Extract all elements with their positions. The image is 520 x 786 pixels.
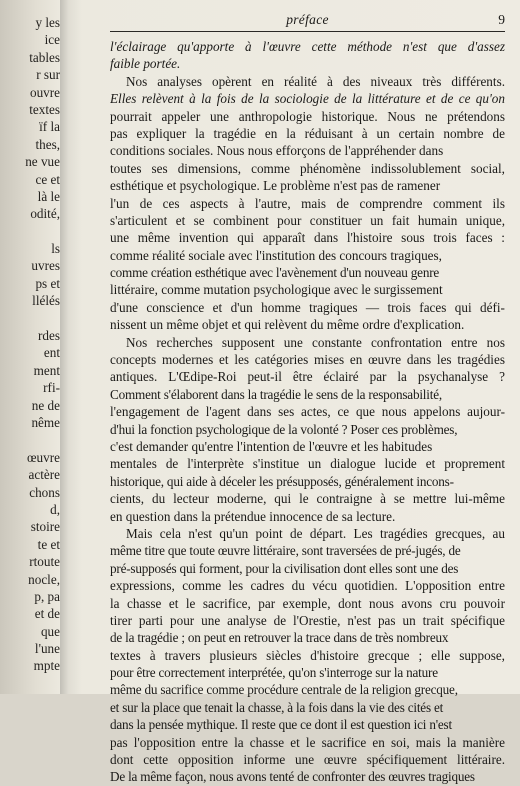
left-fragment-line: chons xyxy=(29,484,60,500)
text-line: en question dans la prétendue innocence de sa lecture. xyxy=(110,508,396,524)
text-line: une même invention qui apparaît dans l'histoire sous trois faces : xyxy=(110,230,505,246)
text-line: c'est demander qu'entre l'intention de l'œuvre et les habitudes xyxy=(110,438,433,454)
text-line: pas expliquer la tragédie en la réduisant à un certain nombre de xyxy=(110,125,505,141)
left-fragment-line: ment xyxy=(33,362,60,378)
left-page-text-fragments xyxy=(4,14,60,675)
text-line: d'hui la fonction psychologique de la volonté ? Poser ces problèmes, xyxy=(110,421,458,437)
left-fragment-line: rdes xyxy=(38,328,60,344)
left-fragment-line: ls xyxy=(51,241,60,257)
left-fragment-line: ent xyxy=(43,345,60,361)
left-fragment-line: actère xyxy=(28,467,60,483)
text-line: concepts modernes et les catégories mises en œuvre dans les tragédies xyxy=(110,352,505,368)
left-fragment-line: r sur xyxy=(36,67,60,83)
text-line: de la tragédie ; on peut en retrouver la trace dans de très nombreux xyxy=(110,630,449,646)
left-fragment-line: ïf la xyxy=(39,119,60,135)
left-fragment-line: ouvre xyxy=(29,84,60,100)
text-line: tirer parti pour une analyse de l'Orestie, n'est pas un trait spécifique xyxy=(110,612,505,628)
left-fragment-line: tables xyxy=(29,49,60,65)
text-line: d'une conscience et d'un homme tragiques — trois faces qui défi- xyxy=(110,299,505,315)
text-line: comme réalité sociale avec l'institution des concours tragiques, xyxy=(110,247,442,263)
left-fragment-line xyxy=(4,431,60,448)
text-line: s'articulent et se combinent pour constituer un fait humain unique, xyxy=(110,212,505,228)
left-fragment-line: uvres xyxy=(31,258,60,274)
left-fragment-line: llélés xyxy=(32,293,60,309)
left-fragment-line: y les xyxy=(35,15,60,30)
text-line: comme création esthétique avec l'avènement d'un nouveau genre xyxy=(110,265,440,281)
book-gutter-shadow xyxy=(60,0,82,694)
text-line: même titre que toute œuvre littéraire, sont traversées de pré-jugés, de xyxy=(110,543,461,559)
text-line: Nos recherches supposent une constante confrontation entre nos xyxy=(126,334,505,350)
left-fragment-line: nocle, xyxy=(28,571,60,587)
text-line: littéraire, comme mutation psychologique avec le surgissement xyxy=(110,282,443,298)
text-line: l'un de ces aspects à l'autre, mais de comprendre comment ils xyxy=(110,195,505,211)
text-line: esthétique et psychologique. Le problème n'est pas de ramener xyxy=(110,178,441,194)
text-line: dont cette opposition informe une œuvre spécifiquement littéraire. xyxy=(110,752,505,768)
text-line: pourrait appeler une anthropologie historique. Nous ne prétendons xyxy=(110,108,505,124)
left-fragment-line: ce et xyxy=(35,171,60,187)
left-fragment-line: odité, xyxy=(30,206,60,222)
left-fragment-line: que xyxy=(40,623,60,639)
text-line: même du sacrifice comme procédure centrale de la religion grecque, xyxy=(110,682,458,698)
right-page xyxy=(84,0,520,785)
text-line: l'éclairage qu'apporte à l'œuvre cette méthode n'est que d'assez xyxy=(110,39,505,54)
left-fragment-line: ps et xyxy=(35,275,60,291)
left-fragment-line: ne vue xyxy=(25,154,60,170)
left-fragment-line: d, xyxy=(50,501,60,517)
text-line: l'engagement de l'agent dans ses actes, ce que nous appelons aujour- xyxy=(110,404,505,420)
left-fragment-line xyxy=(4,223,60,240)
text-line: conditions sociales. Nous nous efforçons de l'appréhender dans xyxy=(110,143,444,159)
text-line: toutes ses dimensions, comme phénomène indissolublement social, xyxy=(110,160,505,176)
left-fragment-line xyxy=(4,310,60,327)
left-fragment-line: thes, xyxy=(35,136,60,152)
running-head xyxy=(110,12,505,32)
left-fragment-line: te et xyxy=(37,536,60,552)
text-line: Nos analyses opèrent en réalité à des niveaux très différents. xyxy=(126,73,505,89)
left-fragment-line: et de xyxy=(34,606,60,622)
text-line: dans la pensée mythique. Il reste que ce dont il est question ici n'est xyxy=(110,717,452,733)
running-head-title: préface xyxy=(286,12,329,27)
left-fragment-line: nême xyxy=(31,414,60,430)
page-number: 9 xyxy=(498,12,505,27)
text-line: pour être correctement interprétée, qu'on s'interroge sur la nature xyxy=(110,665,438,681)
text-line: Comment s'élaborent dans la tragédie le sens de la responsabilité, xyxy=(110,386,442,402)
text-line: cients, du lecteur moderne, qui le contraigne à se mettre lui-même xyxy=(110,491,505,507)
text-line: Elles relèvent à la fois de la sociologie de la littérature et de ce qu'on xyxy=(110,91,505,107)
body-text xyxy=(110,38,505,786)
text-line: pas l'opposition entre la chasse et le sacrifice en soi, mais la manière xyxy=(110,734,505,750)
text-line: pré-supposés qui forment, pour la civilisation dont elles sont une des xyxy=(110,560,459,576)
left-fragment-line: l'une xyxy=(34,641,60,657)
left-fragment-line: ice xyxy=(44,32,60,48)
text-line: Mais cela n'est qu'un point de départ. Les tragédies grecques, au xyxy=(126,525,505,541)
left-fragment-line: ne de xyxy=(31,397,60,413)
text-line: nissent un même objet et qui relèvent du même ordre d'explication. xyxy=(110,317,465,333)
text-line: expressions, comme les cadres du vécu quotidien. L'opposition entre xyxy=(110,578,505,594)
text-line: faible portée. xyxy=(110,56,181,72)
text-line: antiques. L'Œdipe-Roi peut-il être éclairé par la psychanalyse ? xyxy=(110,369,505,385)
text-line: la chasse et le sacrifice, par exemple, dont nous avons cru pouvoir xyxy=(110,595,505,611)
left-fragment-line: mpte xyxy=(33,658,60,674)
text-line: historique, qui aide à déceler les présupposés, généralement incons- xyxy=(110,473,454,489)
header-rule xyxy=(110,31,505,32)
left-fragment-line: rtoute xyxy=(29,554,60,570)
left-fragment-line: là le xyxy=(37,188,60,204)
left-fragment-line: rfi- xyxy=(43,380,60,396)
text-line: textes à travers plusieurs siècles d'histoire grecque ; elle suppose, xyxy=(110,647,505,663)
text-line: et sur la place que tenait la chasse, à la fois dans la vie des cités et xyxy=(110,699,444,715)
text-line: De la même façon, nous avons tenté de confronter des œuvres tragiques xyxy=(110,769,475,785)
left-page-edge xyxy=(0,0,62,694)
left-fragment-line: stoire xyxy=(30,519,60,535)
text-line: mentales de l'interprète s'institue un dialogue lucide et proprement xyxy=(110,456,505,472)
left-fragment-line: textes xyxy=(29,101,60,117)
left-fragment-line: œuvre xyxy=(27,449,60,465)
left-fragment-line: p, pa xyxy=(34,588,60,604)
